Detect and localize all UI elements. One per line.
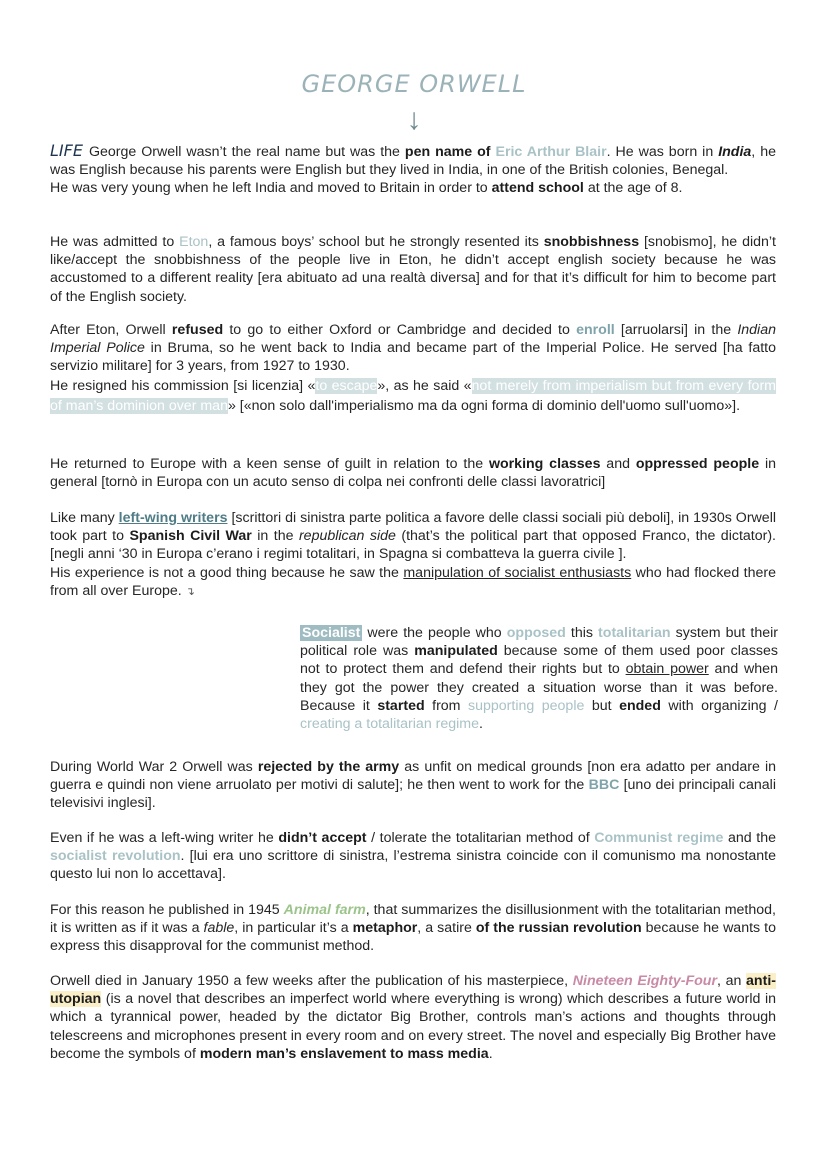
text: (that’s the political part that opposed Franco, the dictator). [negli anni ‘30 in Europa c’erano i regimi totalitari, in Spagna si combatteva la guerra civile ]. bbox=[50, 528, 776, 563]
text: [uno dei principali canali televisivi inglesi]. bbox=[50, 777, 776, 812]
bold-text: refused bbox=[171, 322, 224, 338]
italic-text: republican side bbox=[298, 528, 396, 545]
bold-text: working classes bbox=[488, 456, 601, 472]
text: , that summarizes the disillusionment with the totalitarian method, it is written as if it was a bbox=[50, 902, 776, 937]
text: because some of them used poor classes not to protect them and defend their rights but to bbox=[300, 643, 778, 678]
text: , a satire bbox=[417, 920, 476, 937]
bold-text: rejected by the army bbox=[257, 759, 400, 775]
bold-text: attend school bbox=[491, 180, 584, 197]
text: . bbox=[479, 716, 483, 733]
text: [snobismo], he didn’t like/accept the snobbishness of the people live in Eton, he didn’t accept english society because he was accustomed to a different reality [era abituato ad una realtà diversa] and for that it’s difficult for him to become part of the English society. bbox=[50, 234, 776, 305]
paragraph-communism bbox=[50, 829, 776, 884]
text: During World War 2 Orwell was bbox=[50, 759, 258, 775]
text: », as he said « bbox=[377, 377, 472, 394]
text: » [«non solo dall'imperialismo ma da ogni forma di dominio dell'uomo sull'uomo»]. bbox=[227, 397, 741, 414]
text: [arruolarsi] in the bbox=[614, 322, 738, 338]
underlined-text: obtain power bbox=[625, 661, 709, 678]
bold-text: metaphor bbox=[352, 920, 418, 937]
text: from bbox=[424, 697, 468, 714]
text: (is a novel that describes an imperfect world where everything is wrong) which describes a future world in which a tyrannical power, headed by the dictator Big Brother, controls man’s actions and thoughts through telescreens and microphones present in every room and on every street. The novel and especially Big Brother have become the symbols of bbox=[50, 991, 776, 1062]
paragraph-resignation bbox=[50, 376, 776, 416]
bold-text: started bbox=[377, 697, 425, 714]
bold-text: pen name of bbox=[404, 144, 491, 160]
left-wing-writers-link[interactable]: left-wing writers bbox=[118, 510, 228, 526]
colored-term: socialist revolution bbox=[50, 848, 181, 865]
text: because he wants to express this disapproval for the communist method. bbox=[50, 920, 776, 955]
bold-text: manipulated bbox=[414, 643, 498, 660]
bold-text: didn’t accept bbox=[278, 830, 367, 846]
text: . [lui era uno scrittore di sinistra, l’estrema sinistra coincide con il comunismo ma nonostante questo lui non lo accettava]. bbox=[50, 848, 776, 883]
life-label: LIFE bbox=[50, 141, 83, 160]
text: Like many bbox=[50, 510, 119, 526]
text: / tolerate the totalitarian method of bbox=[366, 830, 595, 846]
text: in the bbox=[251, 528, 299, 545]
paragraph-return bbox=[50, 455, 776, 491]
text: George Orwell wasn’t the real name but was the bbox=[88, 144, 405, 160]
socialist-note bbox=[300, 624, 778, 733]
text: who had flocked there from all over Europe. bbox=[50, 564, 776, 599]
text: system but their political role was bbox=[300, 625, 778, 660]
turn-arrow-icon: ↴ bbox=[185, 585, 195, 598]
text: in Bruma, so he went back to India and became part of the Imperial Police. He served [ha fatto servizio militare] for 3 years, from 1927 to 1930. bbox=[50, 340, 777, 375]
text: . He was born in bbox=[606, 144, 719, 160]
paragraph-ww2 bbox=[50, 758, 776, 813]
paragraph-eton bbox=[50, 233, 776, 306]
enroll-term: enroll bbox=[576, 322, 615, 338]
text: as unfit on medical grounds [non era adatto per andare in guerra e quindi non viene arruolato per motivi di salute]; he then went to work for the bbox=[50, 759, 776, 794]
paragraph-school bbox=[50, 179, 776, 197]
text: were the people who bbox=[362, 625, 507, 641]
life-section bbox=[50, 142, 776, 198]
bold-text: oppressed people bbox=[635, 456, 760, 472]
text: His experience is not a good thing because he saw the bbox=[50, 564, 404, 581]
highlighted-term: anti-utopian bbox=[50, 973, 776, 1008]
text: [scrittori di sinistra parte politica a favore delle classi sociali più deboli], in 1930s Orwell took part to bbox=[50, 510, 776, 545]
text: and the bbox=[723, 830, 776, 846]
animal-farm-title: Animal farm bbox=[283, 902, 366, 918]
highlighted-quote: not merely from imperialism but from every form of man’s dominion over man bbox=[50, 377, 776, 414]
colored-term: opposed bbox=[506, 625, 566, 641]
text: to go to either Oxford or Cambridge and decided to bbox=[223, 322, 577, 338]
text: He was admitted to bbox=[50, 234, 180, 250]
text: Even if he was a left-wing writer he bbox=[50, 830, 279, 846]
bbc-term: BBC bbox=[588, 777, 620, 794]
colored-term: creating a totalitarian regime bbox=[300, 716, 480, 733]
colored-term: Communist regime bbox=[594, 830, 724, 846]
highlighted-term: Socialist bbox=[302, 625, 361, 641]
paragraph-police bbox=[50, 321, 776, 376]
highlighted-quote: to escape bbox=[315, 377, 378, 394]
bold-text: India bbox=[718, 144, 752, 160]
bold-text: snobbishness bbox=[543, 234, 640, 250]
text: with organizing / bbox=[660, 697, 778, 714]
text: , he was English because his parents were English but they lived in India, in one of the British colonies, Benegal. bbox=[50, 144, 776, 179]
text: , an bbox=[716, 973, 747, 989]
text: For this reason he published in 1945 bbox=[50, 902, 284, 918]
text: but bbox=[584, 697, 620, 714]
text: He was very young when he left India and moved to Britain in order to bbox=[50, 180, 492, 197]
text: this bbox=[565, 625, 599, 641]
italic-text: fable bbox=[203, 920, 235, 937]
document-title: GEORGE ORWELL bbox=[301, 70, 527, 98]
real-name: Eric Arthur Blair bbox=[495, 144, 607, 160]
colored-term: totalitarian bbox=[598, 625, 671, 641]
text: in general [tornò in Europa con un acuto senso di colpa nei confronti delle classi lavoratrici] bbox=[50, 456, 776, 491]
down-arrow-icon: ↓ bbox=[406, 103, 422, 136]
paragraph-experience bbox=[50, 564, 776, 601]
paragraph-spanish-war bbox=[50, 509, 776, 564]
paragraph-animal-farm bbox=[50, 901, 776, 956]
bold-text: of the russian revolution bbox=[475, 920, 642, 937]
text: . bbox=[488, 1045, 493, 1062]
paragraph-socialist bbox=[300, 624, 778, 733]
bold-text: ended bbox=[619, 697, 661, 714]
paragraph-birth bbox=[50, 142, 776, 179]
nineteen-eighty-four-title: Nineteen Eighty-Four bbox=[572, 973, 717, 989]
text: , a famous boys’ school but he strongly resented its bbox=[208, 234, 544, 250]
text: He returned to Europe with a keen sense of guilt in relation to the bbox=[50, 456, 489, 472]
text: He resigned his commission [si licenzia] « bbox=[50, 377, 316, 394]
italic-text: Indian Imperial Police bbox=[50, 322, 776, 357]
eton-term: Eton bbox=[179, 234, 209, 250]
text: and bbox=[600, 456, 636, 472]
colored-term: supporting people bbox=[468, 697, 585, 714]
underlined-text: manipulation of socialist enthusiasts bbox=[403, 564, 632, 581]
text: After Eton, Orwell bbox=[50, 322, 172, 338]
text: at the age of 8. bbox=[583, 180, 683, 197]
bold-text: Spanish Civil War bbox=[129, 528, 252, 545]
text: Orwell died in January 1950 a few weeks after the publication of his masterpiece, bbox=[50, 973, 573, 989]
text: and when they got the power they created a situation worse than it was before. Because it bbox=[300, 661, 778, 714]
text: , in particular it’s a bbox=[234, 920, 353, 937]
paragraph-1984 bbox=[50, 972, 776, 1063]
bold-text: modern man’s enslavement to mass media bbox=[199, 1045, 489, 1062]
